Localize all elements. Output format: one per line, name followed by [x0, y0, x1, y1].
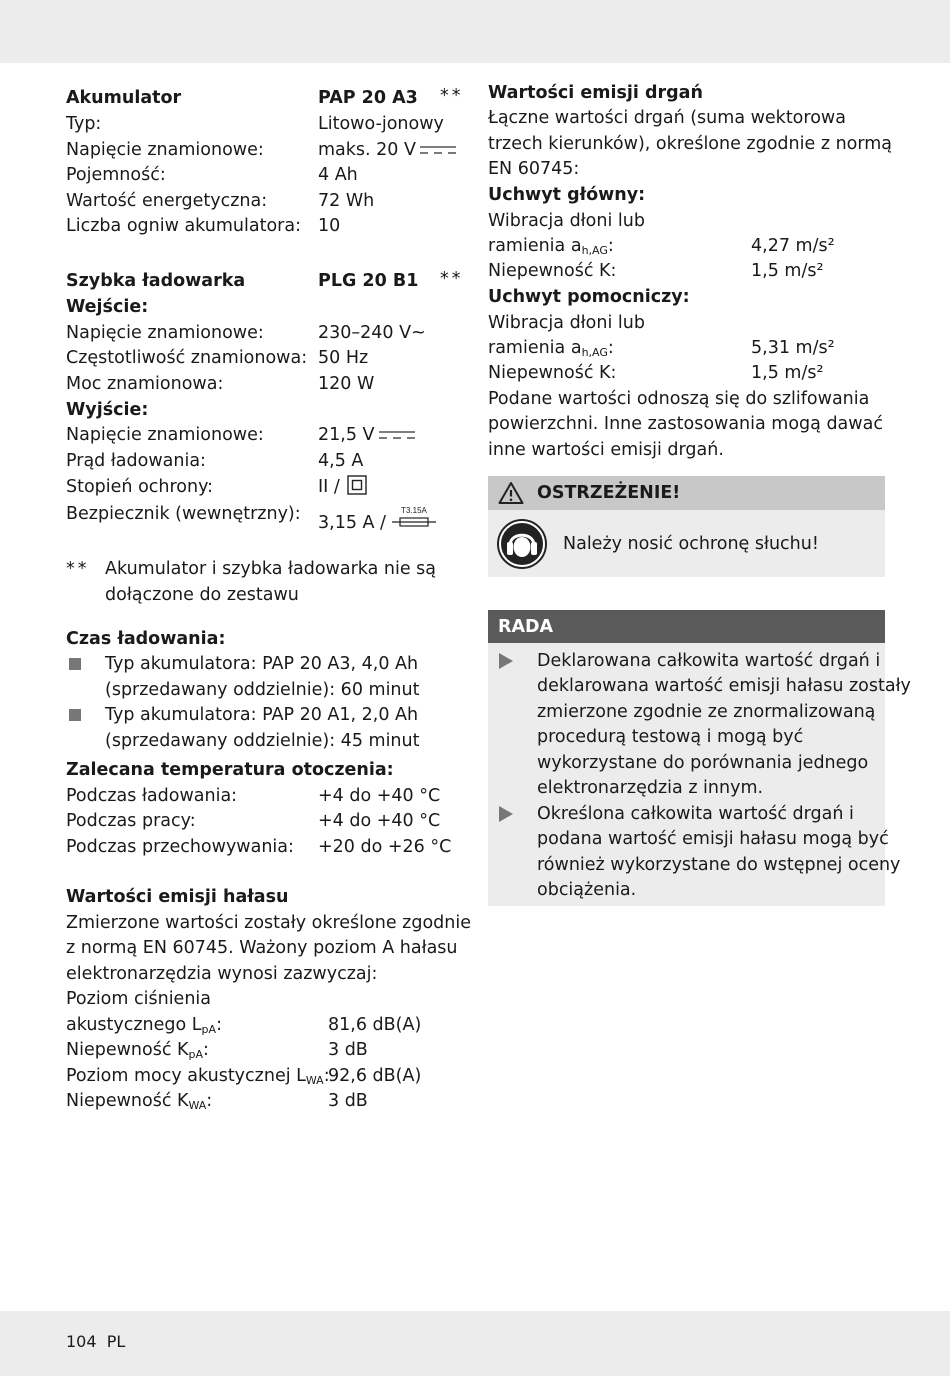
output-heading: Wyjście:	[66, 400, 149, 420]
paragraph-line: Podane wartości odnoszą się do szlifowania	[488, 389, 870, 409]
spec-label: Prąd ładowania:	[66, 451, 206, 471]
spec-label: Poziom ciśnienia	[66, 989, 211, 1009]
subscript: pA	[188, 1048, 203, 1061]
label-colon: :	[323, 1066, 330, 1086]
spec-label: Typ:	[66, 114, 102, 134]
noise-heading: Wartości emisji hałasu	[66, 887, 289, 907]
list-item: Typ akumulatora: PAP 20 A1, 2,0 Ah	[105, 705, 419, 725]
battery-model: PAP 20 A3	[318, 88, 418, 108]
subscript: WA	[305, 1074, 324, 1087]
paragraph-line: Zmierzone wartości zostały określone zgodnie	[66, 913, 471, 933]
spec-label: Napięcie znamionowe:	[66, 323, 264, 343]
warning-triangle-icon	[498, 481, 524, 505]
charge-time-heading: Czas ładowania:	[66, 629, 226, 649]
output-voltage-value: 21,5 V	[318, 425, 375, 445]
page-number: 104	[66, 1332, 97, 1351]
spec-value: 50 Hz	[318, 348, 369, 368]
language-code: PL	[106, 1332, 126, 1351]
label-text: Niepewność K	[66, 1091, 189, 1111]
spec-label: Wartość energetyczna:	[66, 191, 268, 211]
tip-text: podana wartość emisji hałasu mogą być	[537, 829, 889, 849]
page-footer	[66, 1332, 125, 1351]
spec-value: +20 do +26 °C	[318, 837, 452, 857]
dc-current-icon	[379, 430, 415, 440]
spec-label: Wibracja dłoni lub	[488, 211, 645, 231]
paragraph-line: z normą EN 60745. Ważony poziom A hałasu	[66, 938, 458, 958]
bullet-square-icon	[69, 658, 81, 670]
label-text: Niepewność K	[66, 1040, 189, 1060]
spec-value: 4,27 m/s²	[751, 236, 835, 256]
double-insulation-icon	[347, 475, 367, 495]
spec-value: 4,5 A	[318, 451, 364, 471]
input-heading: Wejście:	[66, 297, 149, 317]
spec-value: +4 do +40 °C	[318, 811, 441, 831]
spec-value: +4 do +40 °C	[318, 786, 441, 806]
spec-value: 1,5 m/s²	[751, 363, 824, 383]
footnote-marker: **	[66, 559, 90, 579]
paragraph-line: powierzchni. Inne zastosowania mogą dawać	[488, 414, 883, 434]
spec-label: Bezpiecznik (wewnętrzny):	[66, 504, 301, 524]
spec-value: 1,5 m/s²	[751, 261, 824, 281]
tip-text: obciążenia.	[537, 880, 637, 900]
protection-class-value: II /	[318, 477, 340, 497]
charger-title: Szybka ładowarka	[66, 271, 246, 291]
temperature-heading: Zalecana temperatura otoczenia:	[66, 760, 394, 780]
dc-current-icon	[420, 145, 456, 155]
spec-label: Częstotliwość znamionowa:	[66, 348, 308, 368]
footnote-text: dołączone do zestawu	[105, 585, 299, 605]
list-item: Typ akumulatora: PAP 20 A3, 4,0 Ah	[105, 654, 419, 674]
subscript: WA	[188, 1099, 207, 1112]
header-band	[0, 0, 950, 63]
fuse-value: 3,15 A /	[318, 513, 386, 533]
footnote-text: Akumulator i szybka ładowarka nie są	[105, 559, 436, 579]
label-colon: :	[607, 338, 614, 358]
label-colon: :	[607, 236, 614, 256]
spec-label: Podczas przechowywania:	[66, 837, 294, 857]
tip-text: procedurą testową i mogą być	[537, 727, 804, 747]
label-colon: :	[203, 1040, 209, 1060]
charger-footnote-marker: **	[440, 269, 464, 289]
label-colon: :	[206, 1091, 213, 1111]
label-text: ramienia a	[488, 236, 582, 256]
spec-value: Litowo-jonowy	[318, 114, 444, 134]
warning-title: OSTRZEŻENIE!	[537, 483, 681, 503]
label-colon: :	[216, 1015, 222, 1035]
spec-value: 10	[318, 216, 341, 236]
footer-band	[0, 1311, 950, 1376]
spec-label: Wibracja dłoni lub	[488, 313, 645, 333]
spec-label: Liczba ogniw akumulatora:	[66, 216, 301, 236]
spec-value: 4 Ah	[318, 165, 358, 185]
spec-value: 230–240 V~	[318, 323, 426, 343]
spec-label	[66, 1089, 212, 1118]
spec-label: Moc znamionowa:	[66, 374, 224, 394]
spec-value: 92,6 dB(A)	[328, 1066, 422, 1086]
tip-text: również wykorzystane do wstępnej oceny	[537, 855, 901, 875]
tip-text: zmierzone zgodnie ze znormalizowaną	[537, 702, 876, 722]
spec-value	[318, 138, 456, 163]
subscript: pA	[201, 1023, 217, 1036]
spec-label: Napięcie znamionowe:	[66, 140, 264, 160]
bullet-square-icon	[69, 709, 81, 721]
spec-value	[318, 475, 367, 500]
paragraph-line: inne wartości emisji drgań.	[488, 440, 724, 460]
spec-value: 120 W	[318, 374, 375, 394]
bullet-arrow-icon	[499, 653, 513, 669]
charger-model: PLG 20 B1	[318, 271, 419, 291]
battery-footnote-marker: **	[440, 86, 464, 106]
tip-title: RADA	[498, 617, 554, 637]
battery-voltage-value: maks. 20 V	[318, 140, 416, 160]
battery-title: Akumulator	[66, 88, 182, 108]
fuse-symbol-label: T3.15A	[400, 506, 427, 515]
paragraph-line: EN 60745:	[488, 159, 580, 179]
tip-text: deklarowana wartość emisji hałasu zostały	[537, 676, 911, 696]
bullet-arrow-icon	[499, 806, 513, 822]
tip-text: elektronarzędzia z innym.	[537, 778, 764, 798]
spec-label: Pojemność:	[66, 165, 166, 185]
label-text: ramienia a	[488, 338, 582, 358]
paragraph-line: Łączne wartości drgań (suma wektorowa	[488, 108, 846, 128]
aux-grip-heading: Uchwyt pomocniczy:	[488, 287, 690, 307]
spec-value: 81,6 dB(A)	[328, 1015, 422, 1035]
subscript: h,AG	[581, 244, 608, 257]
spec-value: 3 dB	[328, 1091, 368, 1111]
spec-value: 5,31 m/s²	[751, 338, 835, 358]
tip-text: Deklarowana całkowita wartość drgań i	[537, 651, 881, 671]
spec-label: Napięcie znamionowe:	[66, 425, 264, 445]
spec-label: Niepewność K:	[488, 363, 617, 383]
tip-text: wykorzystane do porównania jednego	[537, 753, 869, 773]
fuse-icon	[392, 506, 436, 530]
hearing-protection-icon	[496, 518, 548, 570]
spec-value	[318, 423, 415, 448]
main-grip-heading: Uchwyt główny:	[488, 185, 646, 205]
subscript: h,AG	[581, 346, 608, 359]
list-item: (sprzedawany oddzielnie): 60 minut	[105, 680, 420, 700]
spec-value	[318, 506, 436, 536]
spec-label: Stopień ochrony:	[66, 477, 214, 497]
spec-label: Podczas pracy:	[66, 811, 196, 831]
warning-text: Należy nosić ochronę słuchu!	[563, 534, 819, 554]
paragraph-line: trzech kierunków), określone zgodnie z normą	[488, 134, 893, 154]
tip-text: Określona całkowita wartość drgań i	[537, 804, 854, 824]
list-item: (sprzedawany oddzielnie): 45 minut	[105, 731, 420, 751]
label-text: akustycznego L	[66, 1015, 202, 1035]
vibration-heading: Wartości emisji drgań	[488, 83, 703, 103]
spec-label: Niepewność K:	[488, 261, 617, 281]
spec-value: 72 Wh	[318, 191, 375, 211]
spec-value: 3 dB	[328, 1040, 368, 1060]
label-text: Poziom mocy akustycznej L	[66, 1066, 306, 1086]
spec-label	[66, 1038, 209, 1067]
paragraph-line: elektronarzędzia wynosi zazwyczaj:	[66, 964, 378, 984]
spec-label: Podczas ładowania:	[66, 786, 238, 806]
